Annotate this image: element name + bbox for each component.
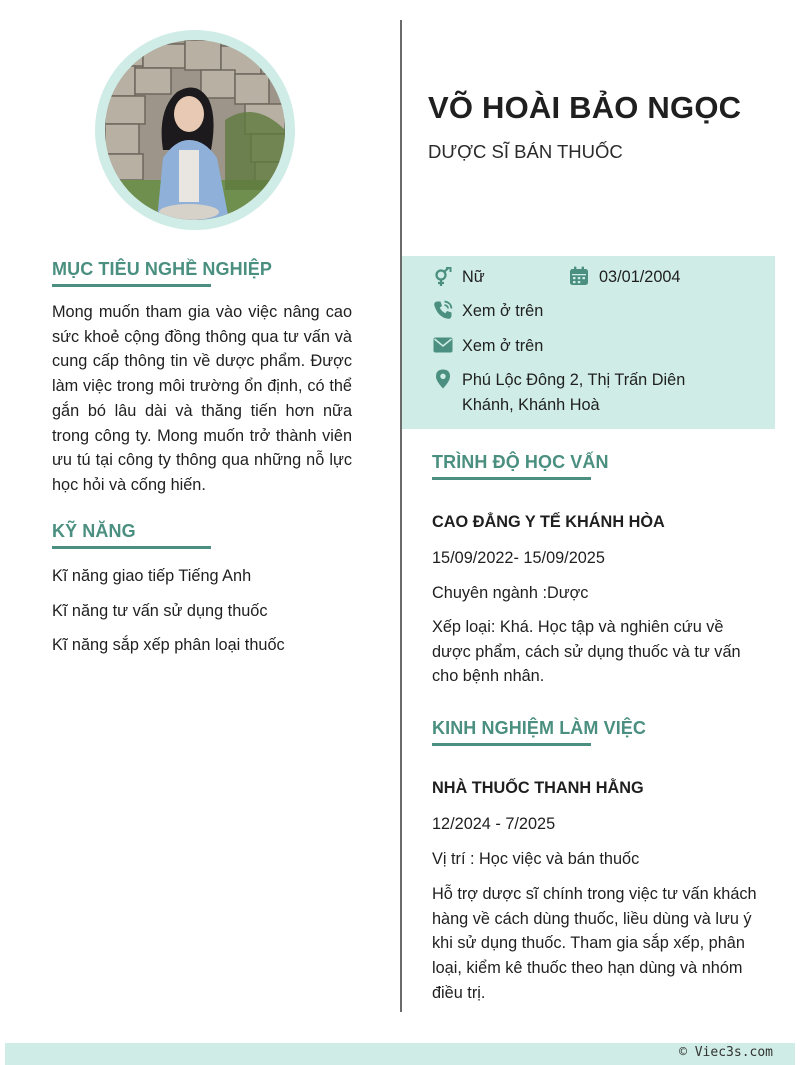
experience-description: Hỗ trợ dược sĩ chính trong việc tư vấn khách hàng về cách dùng thuốc, liều dùng và lưu ý khi sử dụng thuốc. Tham gia sắp xếp, phân loại, kiểm kê thuốc theo hạn dùng và nhóm điều trị. — [432, 885, 757, 1002]
skills-list — [52, 564, 372, 668]
skills-heading-underline — [52, 546, 211, 549]
phone-value: Xem ở trên — [462, 302, 544, 320]
address-line-2: Khánh, Khánh Hoà — [462, 396, 600, 414]
skill-item: Kĩ năng giao tiếp Tiếng Anh — [52, 567, 252, 585]
email-icon — [433, 335, 453, 355]
objective-text: Mong muốn tham gia vào việc nâng cao sức khoẻ cộng đồng thông qua tư vấn và cung cấp thông tin về dược phẩm. Được làm việc trong môi trường ổn định, có thể gắn bó lâu dài và thăng tiến hơn nữa trong công ty. Mong muốn trở thành viên ưu tú tại công ty thông qua những nỗ lực học hỏi và cống hiến. — [52, 303, 352, 494]
objective-heading-underline — [52, 284, 211, 287]
experience-heading-underline — [432, 743, 591, 746]
experience-position: Vị trí : Học việc và bán thuốc — [432, 850, 640, 868]
location-pin-icon — [433, 369, 453, 389]
candidate-name: VÕ HOÀI BẢO NGỌC — [428, 90, 742, 125]
phone-icon — [433, 300, 453, 320]
column-divider — [400, 20, 402, 1012]
email-value: Xem ở trên — [462, 337, 544, 355]
avatar — [95, 30, 295, 230]
job-title: DƯỢC SĨ BÁN THUỐC — [428, 141, 623, 162]
education-school: CAO ĐẲNG Y TẾ KHÁNH HÒA — [432, 513, 665, 531]
skill-item: Kĩ năng sắp xếp phân loại thuốc — [52, 636, 285, 654]
education-heading: TRÌNH ĐỘ HỌC VẤN — [432, 452, 609, 472]
objective-heading: MỤC TIÊU NGHỀ NGHIỆP — [52, 259, 273, 279]
address-line-1: Phú Lộc Đông 2, Thị Trấn Diên — [462, 371, 686, 389]
education-major: Chuyên ngành :Dược — [432, 584, 589, 602]
skill-item: Kĩ năng tư vấn sử dụng thuốc — [52, 601, 268, 620]
footer-bar — [5, 1043, 795, 1065]
contact-panel — [402, 256, 775, 429]
skills-heading: KỸ NĂNG — [52, 521, 136, 541]
gender-icon — [433, 267, 453, 287]
experience-company: NHÀ THUỐC THANH HẰNG — [432, 779, 644, 797]
gender-value: Nữ — [462, 268, 485, 286]
portrait-photo — [105, 40, 285, 220]
education-dates: 15/09/2022- 15/09/2025 — [432, 549, 605, 567]
calendar-icon — [569, 266, 589, 286]
education-grade: Xếp loại: Khá. Học tập và nghiên cứu về dược phẩm, cách sử dụng thuốc và tư vấn cho bệnh nhân. — [432, 618, 741, 686]
birthday-value: 03/01/2004 — [599, 268, 681, 286]
experience-heading: KINH NGHIỆM LÀM VIỆC — [432, 718, 647, 738]
education-heading-underline — [432, 477, 591, 480]
watermark: © Viec3s.com — [679, 1045, 773, 1060]
experience-dates: 12/2024 - 7/2025 — [432, 815, 556, 833]
